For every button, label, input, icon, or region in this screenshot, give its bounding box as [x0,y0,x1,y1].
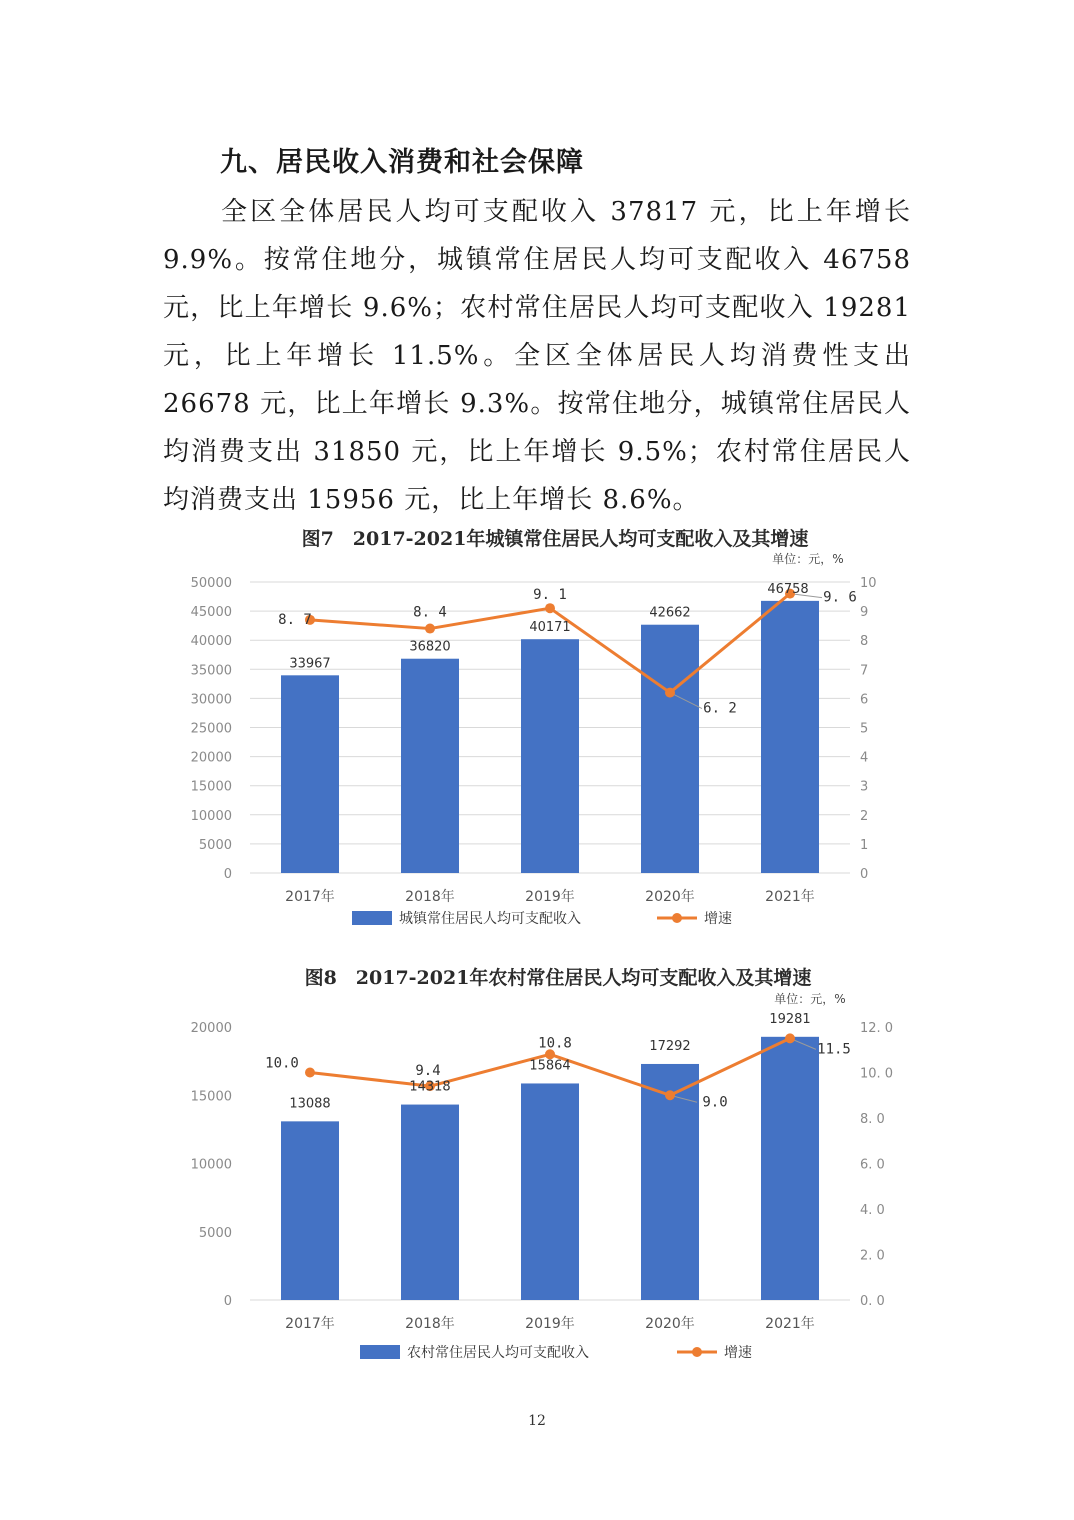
unit-label: 单位：元，% [772,552,844,566]
x-tick-label: 2021年 [765,1316,815,1332]
bar-data-label: 17292 [649,1038,691,1054]
y-tick-label: 5000 [198,837,232,853]
y2-tick-label: 8. 0 [860,1112,885,1127]
y-tick-label: 35000 [190,663,232,679]
x-tick-label: 2019年 [525,1316,575,1332]
growth-point [545,603,555,613]
y2-tick-label: 10 [860,576,877,591]
bar-data-label: 14318 [409,1079,451,1095]
y-tick-label: 15000 [190,779,232,795]
y2-tick-label: 2 [860,808,869,824]
legend-line-label: 增速 [724,1345,752,1361]
bar [401,659,459,873]
growth-point [665,1090,675,1100]
growth-point [425,624,435,634]
y2-tick-label: 4 [860,750,869,766]
y-tick-label: 10000 [190,1157,232,1173]
y-tick-label: 25000 [190,721,232,737]
legend-bar-swatch [360,1345,400,1359]
legend-line-marker [672,913,682,923]
bar [521,639,579,873]
y-tick-label: 0 [223,867,232,882]
y2-tick-label: 1 [860,837,869,853]
y2-tick-label: 4. 0 [860,1203,885,1218]
y-tick-label: 45000 [190,605,232,621]
x-tick-label: 2020年 [645,889,695,905]
chart-title: 图8 2017-2021年农村常住居民人均可支配收入及其增速 [304,967,812,989]
bar-data-label: 19281 [769,1011,811,1027]
growth-data-label: 10.0 [265,1055,299,1072]
x-tick-label: 2017年 [285,889,335,905]
unit-label: 单位：元，% [774,992,846,1006]
bar [281,1121,339,1300]
growth-point [785,1033,795,1043]
x-tick-label: 2018年 [405,1316,455,1332]
growth-data-label: 9.4 [415,1063,441,1080]
y2-tick-label: 8 [860,634,869,650]
x-tick-label: 2020年 [645,1316,695,1332]
y2-tick-label: 2. 0 [860,1248,885,1264]
bar [401,1105,459,1300]
bar [761,1037,819,1300]
growth-data-label: 9. 1 [533,587,567,604]
bar-data-label: 42662 [649,605,691,621]
chart-urban-income-svg [160,518,920,938]
bar [761,601,819,873]
growth-data-label: 9.0 [702,1094,728,1111]
bar-data-label: 33967 [289,656,331,672]
chart-title: 图7 2017-2021年城镇常住居民人均可支配收入及其增速 [301,528,809,550]
bar-data-label: 15864 [529,1058,571,1074]
bar-data-label: 46758 [767,581,809,597]
y2-tick-label: 12. 0 [860,1021,894,1036]
chart-urban-income [160,518,920,938]
growth-data-label: 11.5 [817,1041,851,1058]
growth-data-label: 10.8 [538,1035,572,1052]
growth-data-label: 8. 4 [413,604,447,621]
y2-tick-label: 5 [860,721,869,737]
growth-point [305,1068,315,1078]
bar [521,1083,579,1300]
y-tick-label: 30000 [190,692,232,708]
y2-tick-label: 7 [860,663,869,679]
bar-data-label: 13088 [289,1096,331,1112]
legend-line-marker [692,1347,702,1357]
growth-data-label: 9. 6 [823,589,857,606]
x-tick-label: 2018年 [405,889,455,905]
x-tick-label: 2017年 [285,1316,335,1332]
y2-tick-label: 10. 0 [860,1066,894,1082]
y-tick-label: 15000 [190,1089,232,1105]
y-tick-label: 40000 [190,634,232,650]
bar-data-label: 40171 [529,620,571,636]
y-tick-label: 20000 [190,1021,232,1036]
growth-data-label: 6. 2 [703,700,737,717]
x-tick-label: 2021年 [765,889,815,905]
y-tick-label: 50000 [190,576,232,591]
chart-rural-income-svg [160,960,920,1370]
y2-tick-label: 3 [860,779,869,795]
legend-bar-label: 城镇常住居民人均可支配收入 [399,911,581,927]
section-heading: 九、居民收入消费和社会保障 [220,147,584,178]
chart-rural-income [160,960,920,1370]
growth-point [665,688,675,698]
legend-line-label: 增速 [704,911,732,927]
y-tick-label: 10000 [190,808,232,824]
y2-tick-label: 9 [860,605,869,621]
y-tick-label: 0 [223,1294,232,1309]
body-paragraph: 全区全体居民人均可支配收入 37817 元，比上年增长 9.9%。按常住地分，城镇常住居民人均可支配收入 46758 元，比上年增长 9.6%；农村常住居民人均可支配收入 19281 元，比上年增长 11.5%。全区全体居民人均消费性支出 26678 元，比上年增长 9.3%。按常住地分，城镇常住居民人均消费支出 31850 元，比上年增长 9.5%；农村常住居民人均消费支出 15956 元，比上年增长 8.6%。 [163,197,911,515]
legend-bar-label: 农村常住居民人均可支配收入 [407,1345,589,1361]
y-tick-label: 5000 [198,1225,232,1241]
y2-tick-label: 6. 0 [860,1157,885,1173]
growth-data-label: 8. 7 [278,611,312,628]
x-tick-label: 2019年 [525,889,575,905]
y2-tick-label: 0. 0 [860,1294,885,1309]
bar-data-label: 36820 [409,639,451,655]
y2-tick-label: 6 [860,692,869,708]
page-number: 12 [528,1413,546,1429]
bar [641,625,699,873]
y2-tick-label: 0 [860,867,869,882]
legend-bar-swatch [352,911,392,925]
y-tick-label: 20000 [190,750,232,766]
bar [281,675,339,873]
